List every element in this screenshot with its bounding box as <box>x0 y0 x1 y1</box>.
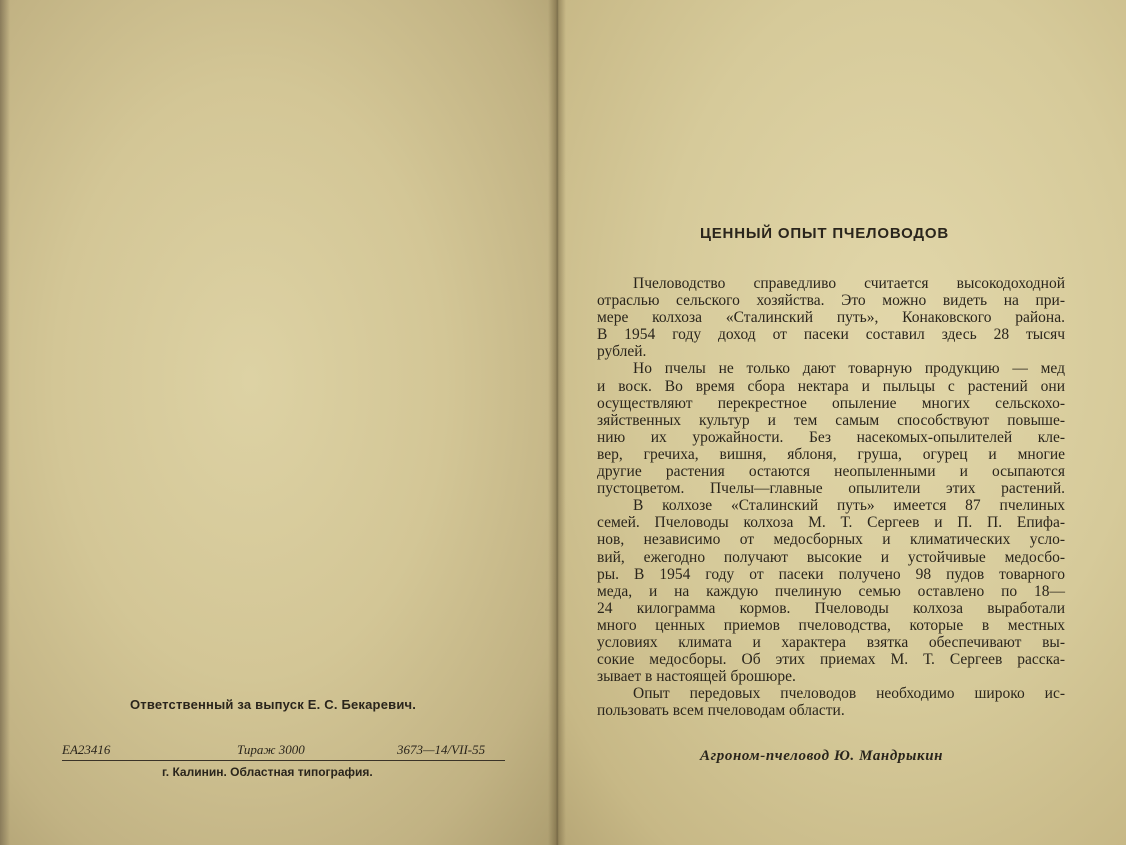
article-body <box>597 275 1065 719</box>
body-line: нию их урожайности. Без насекомых-опылителей кле- <box>597 428 1065 446</box>
body-line: ры. В 1954 году от пасеки получено 98 пудов товарного <box>597 565 1065 583</box>
body-line: вер, гречиха, вишня, яблоня, груша, огурец и многие <box>597 445 1065 463</box>
body-line: В колхозе «Сталинский путь» имеется 87 пчелиных <box>633 497 1065 515</box>
body-line: условиях климата и характера взятка обеспечивают вы- <box>597 633 1065 651</box>
page-edge-shadow <box>0 0 10 845</box>
article-title: ЦЕННЫЙ ОПЫТ ПЧЕЛОВОДОВ <box>700 225 949 242</box>
body-line: зывает в настоящей брошюре. <box>597 668 796 686</box>
body-line: зяйственных культур и тем самым способствуют повыше- <box>597 411 1065 429</box>
body-line: много ценных приемов пчеловодства, которые в местных <box>597 616 1065 634</box>
body-line: пустоцветом. Пчелы—главные опылители этих растений. <box>597 480 1065 498</box>
body-line: мере колхоза «Сталинский путь», Конаковского района. <box>597 309 1065 327</box>
printer-line: г. Калинин. Областная типография. <box>162 765 373 779</box>
body-line: вий, ежегодно получают высокие и устойчивые медосбо- <box>597 548 1065 566</box>
body-line: семей. Пчеловоды колхоза М. Т. Сергеев и П. П. Епифа- <box>597 514 1065 532</box>
body-line: меда, и на каждую пчелиную семью оставлено по 18— <box>597 582 1065 600</box>
body-line: и воск. Во время сбора нектара и пыльцы с растений они <box>597 377 1065 395</box>
body-line: нов, независимо от медосборных и климатических усло- <box>597 531 1065 549</box>
body-line: пользовать всем пчеловодам области. <box>597 702 845 720</box>
responsible-editor-line: Ответственный за выпуск Е. С. Бекаревич. <box>130 697 417 712</box>
body-line: рублей. <box>597 343 647 361</box>
body-line: другие растения остаются неопыленными и осыпаются <box>597 463 1065 481</box>
book-gutter <box>548 0 566 845</box>
body-line: Но пчелы не только дают товарную продукцию — мед <box>633 360 1065 378</box>
order-number: 3673—14/VII-55 <box>397 742 486 757</box>
imprint-code: ЕА23416 <box>62 742 111 757</box>
body-line: осуществляют перекрестное опыление многих сельскохо- <box>597 394 1065 412</box>
body-line: отраслью сельского хозяйства. Это можно видеть на при- <box>597 292 1065 310</box>
body-line: В 1954 году доход от пасеки составил здесь 28 тысяч <box>597 326 1065 344</box>
author-signature: Агроном-пчеловод Ю. Мандрыкин <box>700 748 944 764</box>
body-line: Пчеловодство справедливо считается высокодоходной <box>633 275 1065 292</box>
imprint-row <box>62 740 505 761</box>
body-line: Опыт передовых пчеловодов необходимо широко ис- <box>633 685 1065 703</box>
left-page <box>0 0 556 845</box>
print-run: Тираж 3000 <box>237 742 305 757</box>
body-line: 24 килограмма кормов. Пчеловоды колхоза выработали <box>597 599 1065 617</box>
body-line: сокие медосборы. Об этих приемах М. Т. Сергеев расска- <box>597 651 1065 669</box>
